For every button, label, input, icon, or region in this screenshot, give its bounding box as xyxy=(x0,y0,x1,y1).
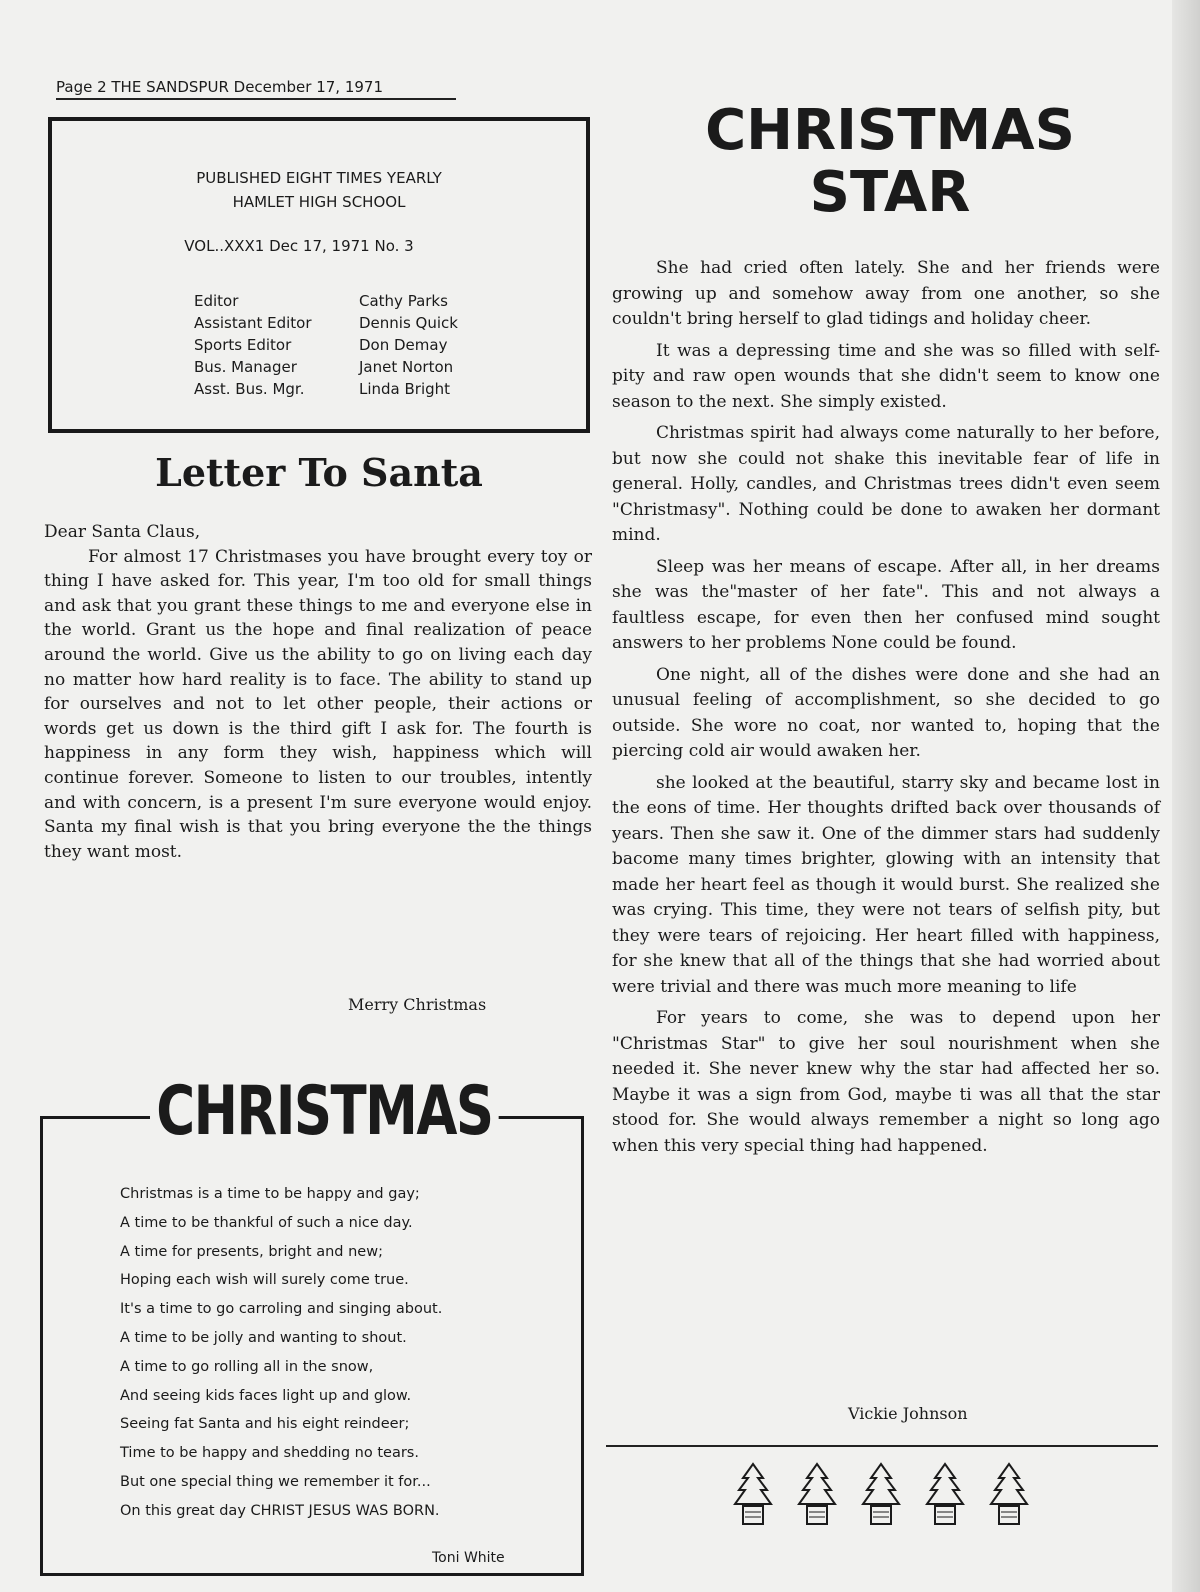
poem-line: A time for presents, bright and new; xyxy=(120,1243,383,1260)
letter-closing: Merry Christmas xyxy=(348,995,487,1014)
poem-line: On this great day CHRIST JESUS WAS BORN. xyxy=(120,1502,440,1519)
poem-line: But one special thing we remember it for... xyxy=(120,1473,431,1490)
staff-role: Bus. Manager xyxy=(194,358,297,376)
section-rule xyxy=(606,1445,1158,1447)
christmas-tree-icon xyxy=(858,1460,904,1530)
poem-line: And seeing kids faces light up and glow. xyxy=(120,1387,412,1404)
poem-line: Time to be happy and shedding no tears. xyxy=(120,1445,419,1462)
letter-title: Letter To Santa xyxy=(155,450,483,495)
letter-text: For almost 17 Christmases you have brought every toy or thing I have asked for. This year, I'm too old for small things and ask that you grant these things to me and everyone else in the world. Grant us the hope and final realization of peace around the world. Give us the ability to go on living each day no matter how hard reality is to face. The ability to stand up for ourselves and not to let other people, their actions or words get us down is the third gift I ask for. The fourth is happiness in any form they wish, happiness which will continue forever. Someone to listen to our troubles, intently and with concern, is a present I'm sure everyone would enjoy. Santa my final wish is that you bring everyone the the things they want most. xyxy=(44,546,592,862)
poem-line: It's a time to go carroling and singing about. xyxy=(120,1301,443,1318)
poem-author: Toni White xyxy=(432,1550,505,1566)
staff-name: Janet Norton xyxy=(359,358,454,376)
masthead-box xyxy=(48,117,590,433)
staff-role: Editor xyxy=(194,292,239,310)
poem-title: CHRISTMAS xyxy=(150,1072,499,1151)
staff-role: Asst. Bus. Mgr. xyxy=(194,380,305,398)
staff-name: Dennis Quick xyxy=(359,314,458,332)
staff-name: Don Demay xyxy=(359,336,448,354)
story-paragraph: Christmas spirit had always come naturally to her before, but now she could not shake this inevitable fear of life in general. Holly, candles, and Christmas trees didn't even seem "Christmasy". Nothing could be done to awaken her dormant mind. xyxy=(612,423,1160,545)
christmas-tree-icon xyxy=(730,1460,776,1530)
christmas-tree-icon xyxy=(922,1460,968,1530)
poem-line: Seeing fat Santa and his eight reindeer; xyxy=(120,1416,410,1433)
staff-name: Cathy Parks xyxy=(359,292,448,310)
poem-line: A time to go rolling all in the snow, xyxy=(120,1358,374,1375)
staff-role: Assistant Editor xyxy=(194,314,312,332)
story-paragraph: she looked at the beautiful, starry sky and became lost in the eons of time. Her thoughts drifted back over thousands of years. Then she saw it. One of the dimmer stars had suddenly bacome many times brighter, glowing with an intensity that made her heart feel as though it would burst. She realized she was crying. This time, they were not tears of selfish pity, but they were tears of rejoicing. Her heart filled with happiness, for she knew that all of the things that she had worried about were trivial and there was much more meaning to life xyxy=(612,772,1160,997)
story-paragraph: For years to come, she was to depend upon her "Christmas Star" to give her soul nourishment when she needed it. She never knew why the star had affected her so. Maybe it was a sign from God, maybe ti was all that the star stood for. She would always remember a night so long ago when this very special thing had happened. xyxy=(612,1008,1160,1156)
story-byline: Vickie Johnson xyxy=(848,1404,968,1423)
page-edge xyxy=(1172,0,1200,1592)
staff-list xyxy=(194,292,539,398)
christmas-tree-icon xyxy=(794,1460,840,1530)
tree-row xyxy=(730,1460,1032,1530)
masthead-published: PUBLISHED EIGHT TIMES YEARLY xyxy=(196,169,442,187)
staff-name: Linda Bright xyxy=(359,380,451,398)
story-title-line: STAR xyxy=(809,160,971,225)
story-paragraph: Sleep was her means of escape. After all, in her dreams she was the"master of her fate". This and not always a faultless escape, for even then her confused mind sought answers to her problems None could be found. xyxy=(612,556,1160,653)
poem-line: A time to be jolly and wanting to shout. xyxy=(120,1329,407,1346)
letter-body xyxy=(44,520,592,864)
staff-role: Sports Editor xyxy=(194,336,292,354)
letter-salutation: Dear Santa Claus, xyxy=(44,522,201,542)
christmas-tree-icon xyxy=(986,1460,1032,1530)
poem-line: A time to be thankful of such a nice day. xyxy=(120,1214,413,1231)
story-title-line: CHRISTMAS xyxy=(705,98,1075,163)
page-header: Page 2 THE SANDSPUR December 17, 1971 xyxy=(56,78,456,100)
story-paragraph: It was a depressing time and she was so filled with self-pity and raw open wounds that she didn't seem to know one season to the next. She simply existed. xyxy=(612,340,1160,412)
masthead-school: HAMLET HIGH SCHOOL xyxy=(232,193,406,211)
masthead-volume: VOL..XXX1 Dec 17, 1971 No. 3 xyxy=(184,237,414,255)
poem-line: Hoping each wish will surely come true. xyxy=(120,1272,409,1289)
story-paragraph: She had cried often lately. She and her friends were growing up and somehow away from one another, so she couldn't bring herself to glad tidings and holiday cheer. xyxy=(612,258,1160,329)
poem-line: Christmas is a time to be happy and gay; xyxy=(120,1186,420,1202)
story-paragraph: One night, all of the dishes were done and she had an unusual feeling of accomplishment, so she decided to go outside. She wore no coat, nor wanted to, hoping that the piercing cold air would awaken her. xyxy=(612,664,1160,761)
poem-lines xyxy=(120,1180,442,1526)
story-title xyxy=(640,100,1140,224)
story-body xyxy=(612,256,1160,1165)
